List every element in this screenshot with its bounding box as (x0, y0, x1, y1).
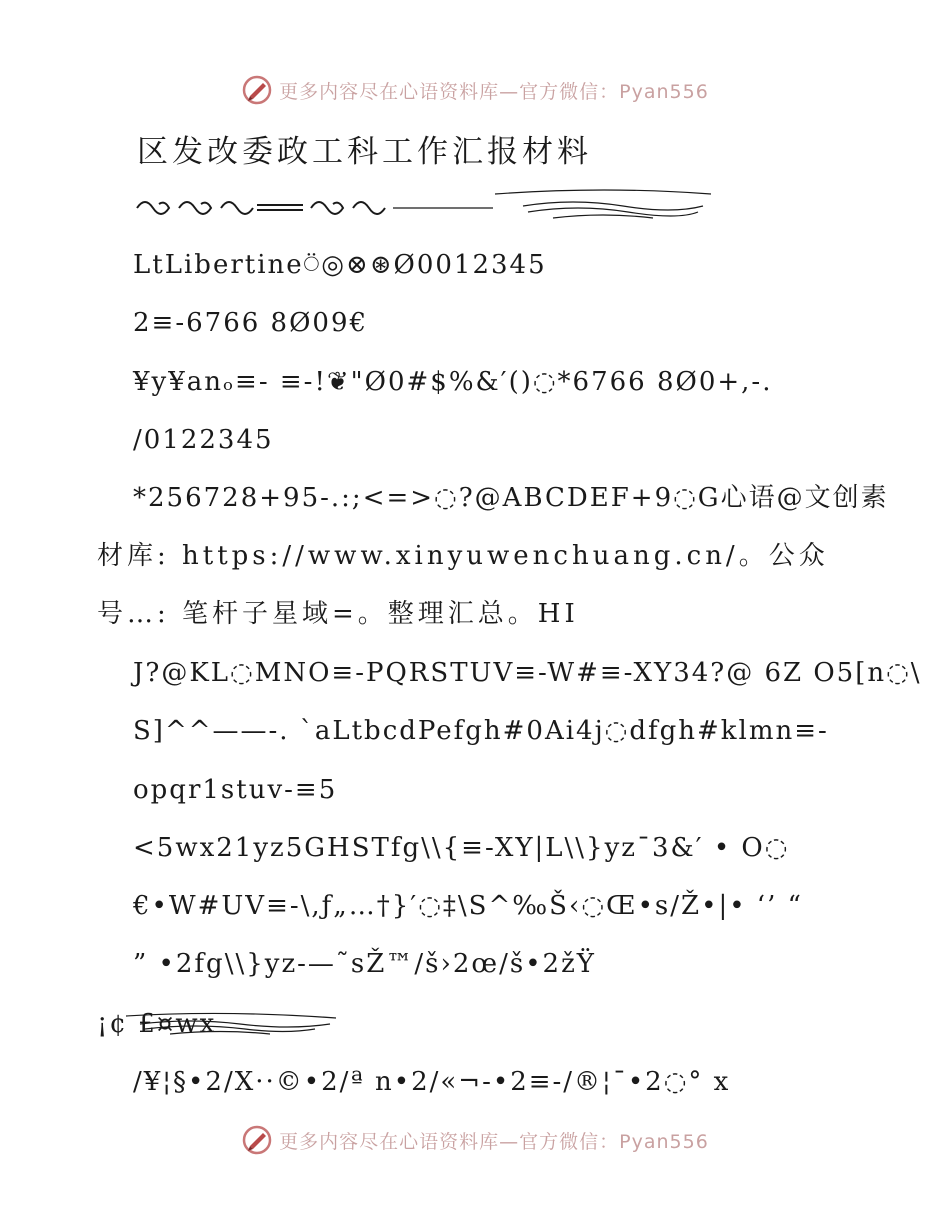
body-line-10: opqr1stuv-≡5 (133, 775, 338, 805)
body-line-15: /¥¦§•2/X··©•2/ª n•2/«¬-•2≡-/®¦¯•2◌° x (133, 1067, 731, 1097)
body-line-14: ¡¢ £¤wx (97, 1009, 217, 1039)
body-line-12: €•W#UV≡-\,ƒ„…†}′◌‡\S^‰Š‹◌Œ•s/Ž•|• ‘’ “ (133, 891, 803, 921)
body-line-3: ¥y¥anₒ≡- ≡-!❦"Ø0#$%&′()◌*6766 8Ø0+,-. (133, 367, 773, 397)
footer-banner (0, 1120, 950, 1160)
pen-logo-icon (241, 1124, 273, 1156)
decorative-divider-icon (133, 188, 713, 224)
body-line-1: LtLibertine⍥◎⊗⊛Ø0012345 (133, 250, 547, 280)
body-line-8: J?@KL◌MNO≡-PQRSTUV≡-W#≡-XY34?@ 6Z O5[n◌\ (133, 658, 922, 688)
body-line-9: S]^^——-. `aLtbcdPefgh#0Ai4j◌dfgh#klmn≡- (133, 716, 829, 746)
body-line-7: 号…: 笔杆子星域=。整理汇总。HI (97, 599, 579, 629)
body-line-2: 2≡-6766 8Ø09€ (133, 308, 369, 338)
body-line-5: *256728+95-.:;<=>◌?@ABCDEF+9◌G心语@文创素 (133, 483, 889, 513)
body-line-11: <5wx21yz5GHSTfg\\{≡-XY|L\\}yz¯3&′ • O◌ (133, 833, 790, 863)
wave-ornament-icon (120, 1010, 340, 1036)
page-title: 区发改委政工科工作汇报材料 (137, 134, 592, 170)
body-line-4: /0122345 (133, 425, 274, 455)
footer-banner-text: 更多内容尽在心语资料库—官方微信：Pyan556 (279, 1130, 709, 1153)
body-line-13: ” •2fg\\}yz-—˜sŽ™/š›2œ/š•2žŸ (133, 949, 596, 979)
pen-logo-icon (241, 74, 273, 106)
body-line-6: 材库: https://www.xinyuwenchuang.cn/。公众 (97, 541, 829, 571)
header-banner (0, 70, 950, 110)
header-banner-text: 更多内容尽在心语资料库—官方微信：Pyan556 (279, 80, 709, 103)
